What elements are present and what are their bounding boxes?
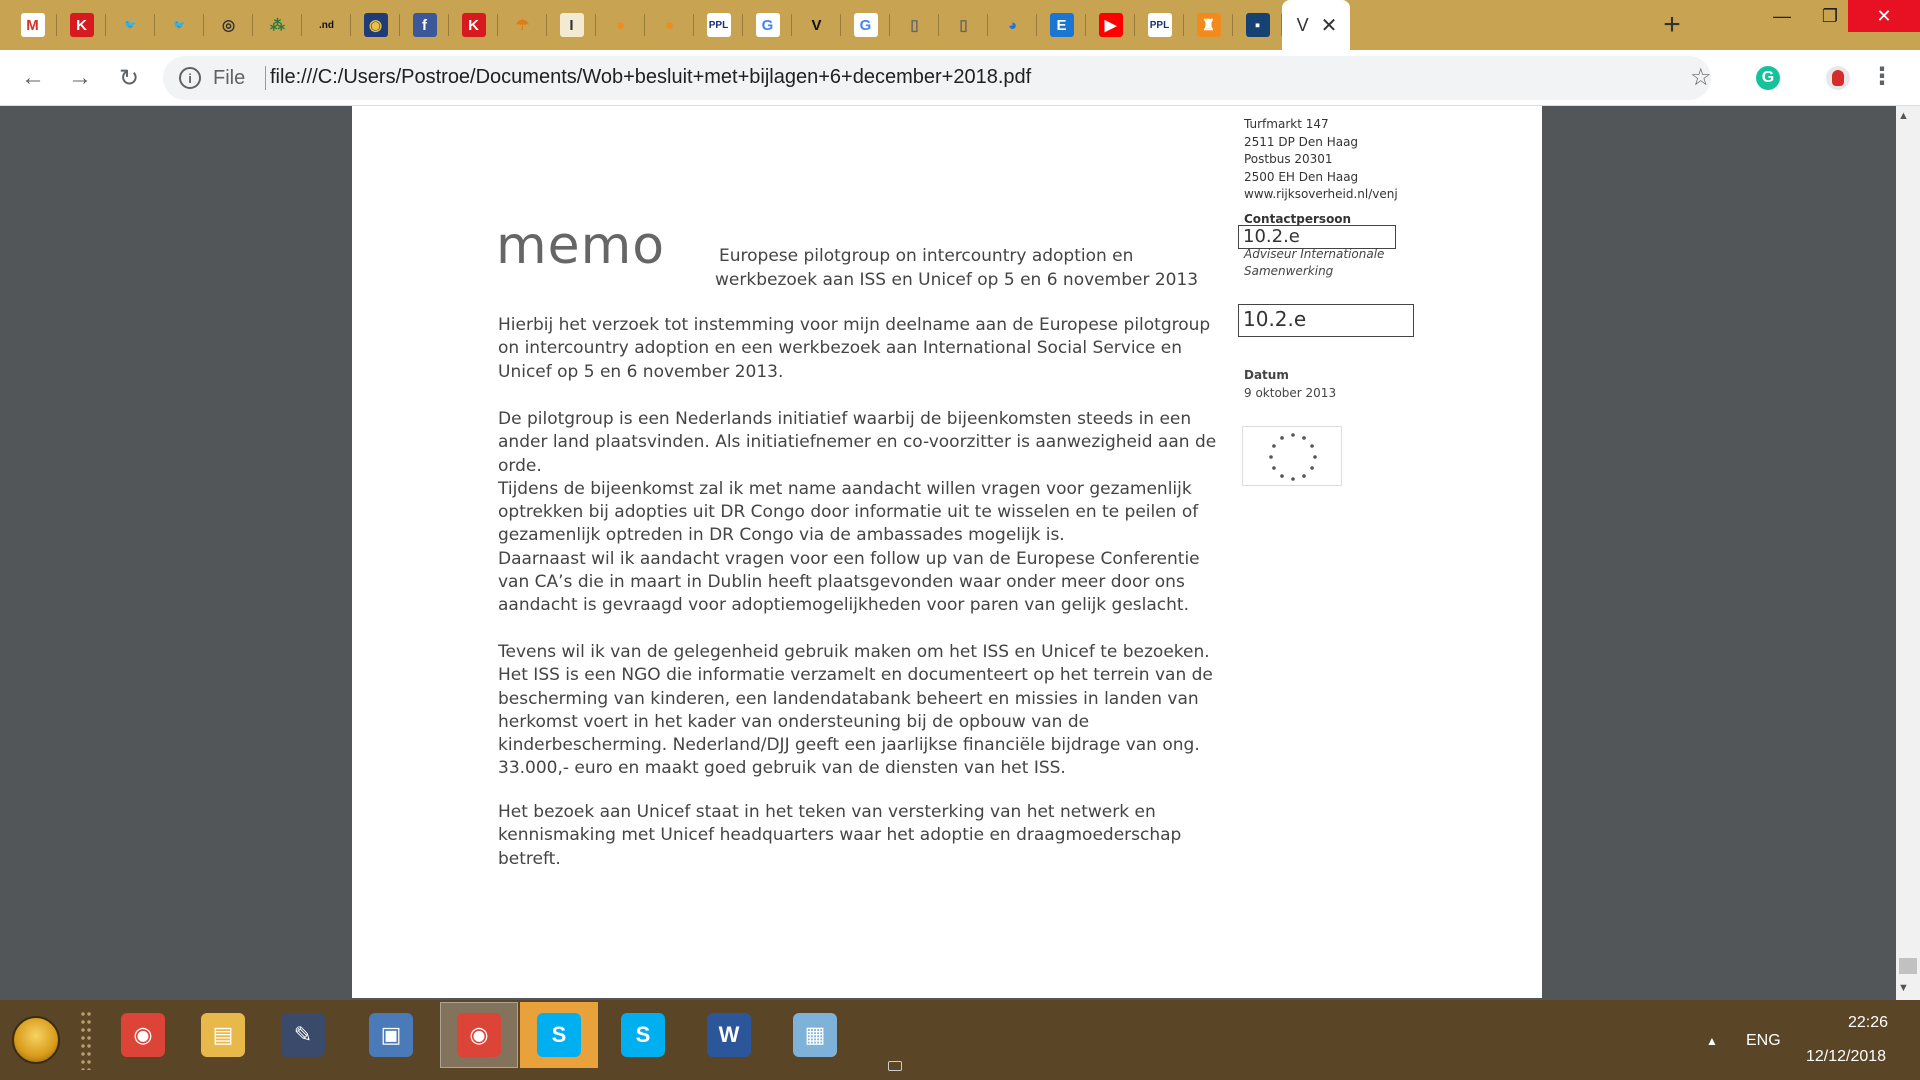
k-news-icon: K: [462, 13, 486, 37]
url-text[interactable]: file:///C:/Users/Postroe/Documents/Wob+besluit+met+bijlagen+6+december+2018.pdf: [270, 66, 1032, 88]
browser-tab[interactable]: [841, 0, 890, 50]
gmail-icon: M: [21, 13, 45, 37]
pen-app[interactable]: [264, 1002, 342, 1068]
eu-star: [1302, 436, 1306, 440]
browser-tab[interactable]: [498, 0, 547, 50]
redaction-code: 10.2.e: [1243, 226, 1300, 247]
browser-tab[interactable]: [57, 0, 106, 50]
scrollbar[interactable]: [1896, 106, 1920, 1000]
tab-strip: [0, 0, 1920, 50]
pdf-page: [352, 106, 1542, 998]
browser-tab[interactable]: [645, 0, 694, 50]
clock-date[interactable]: 12/12/2018: [1806, 1048, 1887, 1065]
eu-star: [1291, 477, 1295, 481]
browser-tab[interactable]: [792, 0, 841, 50]
memo-subject-line: werkbezoek aan ISS en Unicef op 5 en 6 november 2013: [715, 270, 1199, 290]
skype-notify-app[interactable]: [520, 1002, 598, 1068]
pie-icon: ◕: [1001, 13, 1025, 37]
browser-tab[interactable]: [988, 0, 1037, 50]
tray-expand-icon[interactable]: ▲: [1706, 1034, 1718, 1048]
grammarly-icon[interactable]: G: [1756, 66, 1780, 90]
date-value: 9 oktober 2013: [1244, 386, 1337, 400]
redaction-code: 10.2.e: [1243, 307, 1307, 331]
tab-active-title: V: [1296, 14, 1309, 35]
sender-address: Turfmarkt 147 2511 DP Den Haag Postbus 20301 2500 EH Den Haag www.rijksoverheid.nl/venj: [1244, 117, 1398, 201]
clock-time[interactable]: 22:26: [1847, 1014, 1889, 1031]
eu-star: [1280, 474, 1284, 478]
keyboard-icon[interactable]: [888, 1061, 902, 1071]
browser-tab[interactable]: [8, 0, 57, 50]
notepad-app[interactable]: [776, 1002, 854, 1068]
book-icon: I: [560, 13, 584, 37]
e-icon: E: [1050, 13, 1074, 37]
google-icon: G: [854, 13, 878, 37]
word-icon: W: [707, 1013, 751, 1057]
memo-paragraph: De pilotgroup is een Nederlands initiatief waarbij de bijeenkomsten steeds in een ander land plaatsvinden. Als initiatiefnemer en co-voorzitter is aanwezigheid aan de orde. Tijdens de bijeenkomst zal ik met name aandacht willen vragen voor gezamenlijk optrekken bij adopties uit DR Congo door informatie uit te wisselen en te peilen of gezamenlijk optreden in DR Congo via de ambassades mogelijk is. Daarnaast wil ik aandacht vragen voor een follow up van de Europese Conferentie van CA’s die in maart in Dublin heeft plaatsgevonden waar onder meer door ons aandacht is gevraagd voor adoptiemogelijkheden voor paren van gelijk geslacht.: [498, 409, 1217, 616]
orange-circle-icon: ●: [658, 13, 682, 37]
eu-star: [1272, 466, 1276, 470]
scroll-up-icon[interactable]: ▲: [1898, 110, 1909, 122]
dots-logo-icon: ⁂: [266, 13, 290, 37]
tab-active[interactable]: [1282, 0, 1350, 50]
scroll-down-icon[interactable]: ▼: [1898, 982, 1909, 994]
globe-icon: ◉: [364, 13, 388, 37]
browser-tab[interactable]: [1086, 0, 1135, 50]
nd-icon: .nd: [315, 13, 339, 37]
memo-title: memo: [496, 216, 666, 276]
eu-star: [1313, 455, 1317, 459]
eu-star: [1280, 436, 1284, 440]
contact-role: Adviseur Internationale Samenwerking: [1244, 247, 1385, 278]
taskbar: [0, 1000, 1920, 1080]
browser-tab[interactable]: [939, 0, 988, 50]
eu-star: [1302, 474, 1306, 478]
browser-tab[interactable]: [1184, 0, 1233, 50]
browser-toolbar: [0, 50, 1920, 106]
youtube-icon: ▶: [1099, 13, 1123, 37]
pen-icon: ✎: [281, 1013, 325, 1057]
file-explorer-icon: ▤: [201, 1013, 245, 1057]
browser-tab[interactable]: [351, 0, 400, 50]
browser-tab[interactable]: [253, 0, 302, 50]
close-tab-icon[interactable]: ✕: [1320, 14, 1338, 37]
twitter-icon: 🐦: [168, 13, 192, 37]
eu-star: [1310, 444, 1314, 448]
browser-tab[interactable]: [204, 0, 253, 50]
ppl-icon: PPL: [707, 13, 731, 37]
eu-star: [1269, 455, 1273, 459]
new-tab-button[interactable]: +: [1663, 8, 1681, 41]
facebook-icon: f: [413, 13, 437, 37]
twitter-icon: 🐦: [119, 13, 143, 37]
v-icon: V: [805, 13, 829, 37]
forward-button[interactable]: →: [68, 64, 92, 91]
reload-button[interactable]: ↻: [118, 64, 140, 92]
language-indicator[interactable]: ENG: [1746, 1032, 1781, 1049]
eu-star: [1272, 444, 1276, 448]
browser-tab[interactable]: [400, 0, 449, 50]
document-icon: ▯: [903, 13, 927, 37]
skype-icon: S: [621, 1013, 665, 1057]
browser-tab[interactable]: [1037, 0, 1086, 50]
file-explorer-app[interactable]: [184, 1002, 262, 1068]
url-scheme-label: File: [213, 67, 246, 89]
ppl-icon: PPL: [1148, 13, 1172, 37]
contacts-app[interactable]: [352, 1002, 430, 1068]
scrollbar-thumb[interactable]: [1899, 958, 1917, 974]
lion-icon: ♜: [1197, 13, 1221, 37]
address-bar[interactable]: [163, 56, 1711, 100]
chrome-active-app[interactable]: [440, 1002, 518, 1068]
orange-circle-icon: ●: [609, 13, 633, 37]
taskbar-grip: [80, 1010, 92, 1070]
redaction-box: [1238, 304, 1414, 337]
browser-tab[interactable]: [449, 0, 498, 50]
browser-tab[interactable]: [547, 0, 596, 50]
memo-paragraph: Tevens wil ik van de gelegenheid gebruik maken om het ISS en Unicef te bezoeken. Het ISS is een NGO die informatie verzamelt en documenteert op het terrein van de bescherming van kinderen, een landendatabank beheert en missies in landen van herkomst voert in het kader van ondersteuning bij de opbouw van de kinderbescherming. Nederland/DJJ geeft een jaarlijkse financiële bijdrage van ong. 33.000,- euro en maakt goed gebruik van de diensten van het ISS.: [498, 642, 1213, 779]
memo-subject-line: Europese pilotgroup on intercountry adoption en: [719, 246, 1134, 266]
umbrella-icon: ☂: [511, 13, 535, 37]
pdf-viewer[interactable]: [0, 106, 1920, 1000]
document-icon: ▯: [952, 13, 976, 37]
browser-tab[interactable]: [302, 0, 351, 50]
contacts-icon: ▣: [369, 1013, 413, 1057]
browser-tab[interactable]: [596, 0, 645, 50]
memo-paragraph: Het bezoek aan Unicef staat in het teken van versterking van het netwerk en kennismaking met Unicef headquarters waar het adoptie en draagmoederschap betreft.: [498, 802, 1182, 869]
browser-tab[interactable]: [1135, 0, 1184, 50]
chrome-app[interactable]: [104, 1002, 182, 1068]
start-button[interactable]: [12, 1016, 60, 1064]
bookmark-star-icon[interactable]: ☆: [1690, 64, 1712, 91]
google-icon: G: [756, 13, 780, 37]
back-button[interactable]: ←: [21, 64, 45, 91]
browser-tab[interactable]: [106, 0, 155, 50]
chrome-active-icon: ◉: [457, 1013, 501, 1057]
nl-gov-icon: ▪: [1246, 13, 1270, 37]
chrome-icon: ◉: [121, 1013, 165, 1057]
browser-tab[interactable]: [694, 0, 743, 50]
extension-icon[interactable]: [1826, 66, 1850, 90]
browser-tab[interactable]: [890, 0, 939, 50]
browser-tab[interactable]: [743, 0, 792, 50]
date-label: Datum: [1244, 368, 1289, 382]
word-app[interactable]: [690, 1002, 768, 1068]
skype-notify-icon: S: [537, 1013, 581, 1057]
contact-label: Contactpersoon: [1244, 212, 1352, 226]
eu-stars-logo: [1242, 426, 1342, 486]
skype-app[interactable]: [604, 1002, 682, 1068]
url-divider: [265, 66, 266, 90]
info-icon[interactable]: i: [179, 67, 201, 89]
maximize-button[interactable]: ❐: [1821, 5, 1839, 26]
minimize-button[interactable]: —: [1773, 5, 1791, 26]
browser-menu-icon[interactable]: ⋮: [1870, 63, 1894, 90]
browser-tab[interactable]: [155, 0, 204, 50]
eu-star: [1291, 433, 1295, 437]
notepad-icon: ▦: [793, 1013, 837, 1057]
circle-logo-icon: ◎: [217, 13, 241, 37]
eu-stars-icon: [1243, 427, 1343, 487]
eu-star: [1310, 466, 1314, 470]
memo-paragraph: Hierbij het verzoek tot instemming voor mijn deelname aan de Europese pilotgroup on intercountry adoption en een werkbezoek aan International Social Service en Unicef op 5 en 6 november 2013.: [498, 315, 1211, 382]
close-window-button[interactable]: ✕: [1848, 0, 1920, 32]
browser-tab[interactable]: [1233, 0, 1282, 50]
k-news-icon: K: [70, 13, 94, 37]
